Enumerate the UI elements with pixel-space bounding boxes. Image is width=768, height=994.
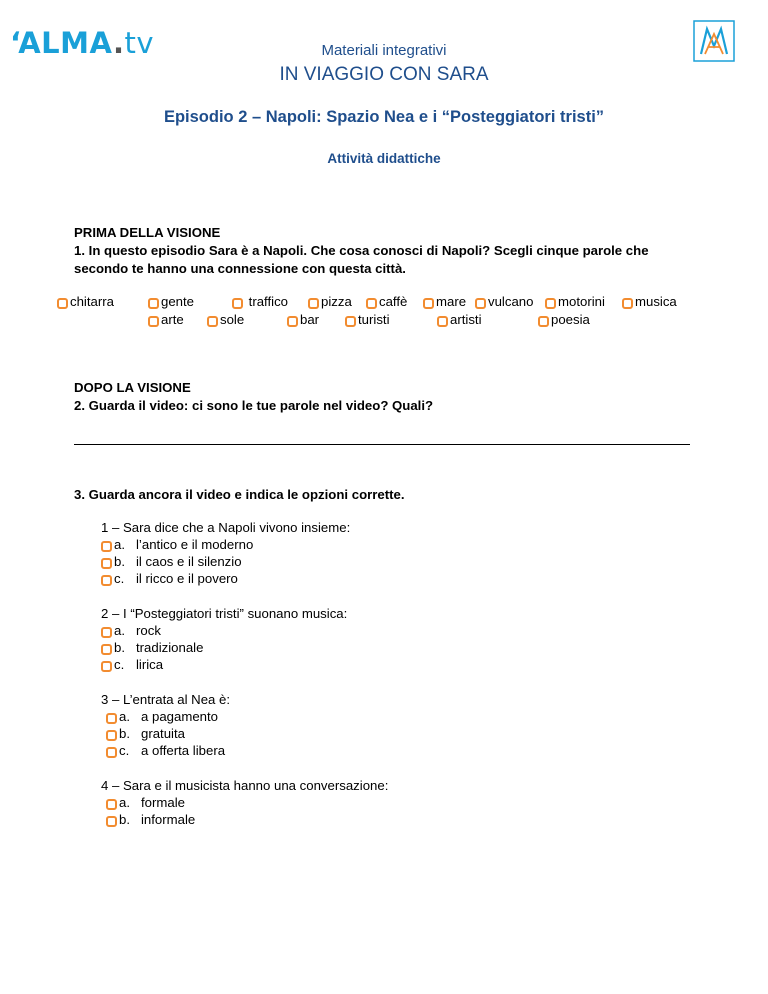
checkbox[interactable] <box>106 799 117 810</box>
quiz-option[interactable]: c. a offerta libera <box>106 743 225 758</box>
checkbox[interactable] <box>308 298 319 309</box>
word-option-sole[interactable]: sole <box>207 312 244 327</box>
quiz-option[interactable]: a. formale <box>106 795 185 810</box>
quiz-option[interactable]: b. gratuita <box>106 726 185 741</box>
quiz-option[interactable]: b. tradizionale <box>101 640 203 655</box>
checkbox[interactable] <box>101 575 112 586</box>
checkbox[interactable] <box>148 298 159 309</box>
checkbox[interactable] <box>106 730 117 741</box>
word-option-caffe[interactable]: caffè <box>366 294 407 309</box>
word-option-mare[interactable]: mare <box>423 294 466 309</box>
quiz-prompt: 2 – I “Posteggiatori tristi” suonano musica: <box>101 606 348 621</box>
checkbox[interactable] <box>101 541 112 552</box>
checkbox[interactable] <box>101 558 112 569</box>
word-option-traffico[interactable]: traffico <box>232 294 288 309</box>
word-option-turisti[interactable]: turisti <box>345 312 390 327</box>
checkbox[interactable] <box>207 316 218 327</box>
checkbox[interactable] <box>423 298 434 309</box>
checkbox[interactable] <box>101 644 112 655</box>
checkbox[interactable] <box>148 316 159 327</box>
checkbox[interactable] <box>345 316 356 327</box>
checkbox[interactable] <box>101 627 112 638</box>
word-option-arte[interactable]: arte <box>148 312 184 327</box>
question-2: 2. Guarda il video: ci sono le tue parole nel video? Quali? <box>74 398 434 413</box>
word-option-vulcano[interactable]: vulcano <box>475 294 533 309</box>
quiz-option[interactable]: a. rock <box>101 623 161 638</box>
section-heading-after: DOPO LA VISIONE <box>74 380 191 395</box>
quiz-option[interactable]: c. lirica <box>101 657 163 672</box>
checkbox[interactable] <box>232 298 243 309</box>
checkbox[interactable] <box>106 816 117 827</box>
checkbox[interactable] <box>475 298 486 309</box>
checkbox[interactable] <box>57 298 68 309</box>
checkbox[interactable] <box>538 316 549 327</box>
quiz-option[interactable]: b. il caos e il silenzio <box>101 554 242 569</box>
checkbox[interactable] <box>106 747 117 758</box>
word-option-motorini[interactable]: motorini <box>545 294 605 309</box>
word-option-poesia[interactable]: poesia <box>538 312 590 327</box>
activity-title: Attività didattiche <box>327 151 441 166</box>
word-option-chitarra[interactable]: chitarra <box>57 294 114 309</box>
checkbox[interactable] <box>437 316 448 327</box>
answer-line[interactable] <box>74 444 690 445</box>
quiz-prompt: 4 – Sara e il musicista hanno una conversazione: <box>101 778 389 793</box>
word-option-pizza[interactable]: pizza <box>308 294 352 309</box>
word-option-artisti[interactable]: artisti <box>437 312 482 327</box>
quiz-option[interactable]: c. il ricco e il povero <box>101 571 238 586</box>
checkbox[interactable] <box>101 661 112 672</box>
quiz-prompt: 1 – Sara dice che a Napoli vivono insieme: <box>101 520 351 535</box>
checkbox[interactable] <box>287 316 298 327</box>
quiz-option[interactable]: a. a pagamento <box>106 709 218 724</box>
quiz-prompt: 3 – L’entrata al Nea è: <box>101 692 231 707</box>
question-3: 3. Guarda ancora il video e indica le opzioni corrette. <box>74 487 405 502</box>
word-option-bar[interactable]: bar <box>287 312 319 327</box>
page-title: IN VIAGGIO CON SARA <box>279 64 489 85</box>
question-1-line2: secondo te hanno una connessione con questa città. <box>74 261 406 276</box>
header-subtitle: Materiali integrativi <box>321 42 447 59</box>
alma-edizioni-emblem-icon <box>693 20 735 62</box>
episode-title: Episodio 2 – Napoli: Spazio Nea e i “Posteggiatori tristi” <box>163 108 605 126</box>
word-option-gente[interactable]: gente <box>148 294 194 309</box>
checkbox[interactable] <box>106 713 117 724</box>
question-1-line1: 1. In questo episodio Sara è a Napoli. Che cosa conosci di Napoli? Scegli cinque parole che <box>74 243 649 258</box>
quiz-option[interactable]: b. informale <box>106 812 195 827</box>
quiz-option[interactable]: a. l’antico e il moderno <box>101 537 253 552</box>
alma-tv-logo: ‘ALMA.tv <box>10 26 155 60</box>
word-option-musica[interactable]: musica <box>622 294 677 309</box>
checkbox[interactable] <box>366 298 377 309</box>
checkbox[interactable] <box>545 298 556 309</box>
checkbox[interactable] <box>622 298 633 309</box>
section-heading-before: PRIMA DELLA VISIONE <box>74 225 221 240</box>
